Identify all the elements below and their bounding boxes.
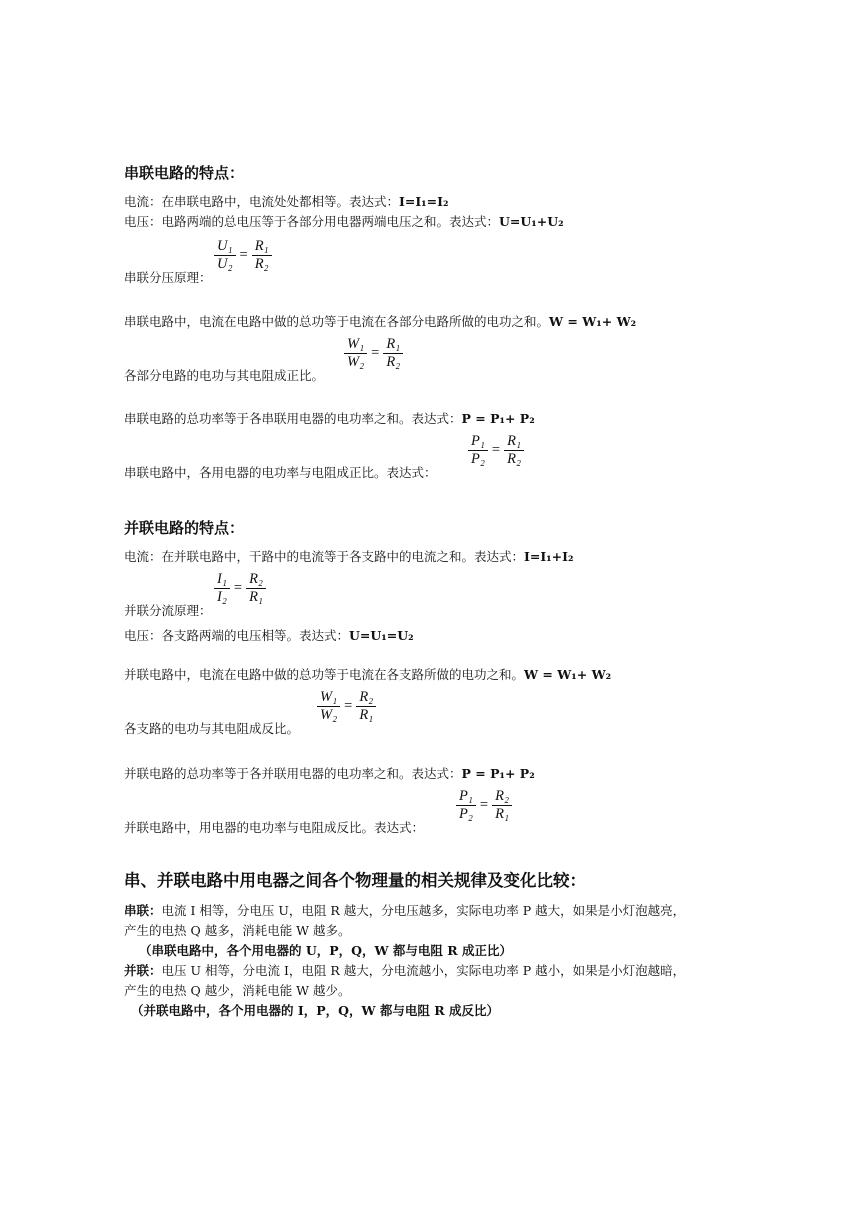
numerator: P₁: [471, 433, 485, 449]
parallel-voltage-text: 电压：各支路两端的电压相等。表达式：: [124, 628, 350, 643]
fraction: [214, 238, 236, 273]
fraction: [383, 336, 403, 371]
parallel-work-ratio-formula: $\frac{\text{W₁}}{\text{W₂}}$ = $\frac{\text{R₂}}{\text{R₁}}$: [317, 689, 376, 724]
fraction: [214, 571, 230, 606]
numerator: U₁: [217, 238, 233, 254]
comparison-parallel-label: 并联：: [124, 963, 162, 978]
series-work-ratio-label: 各部分电路的电功与其电阻成正比。: [124, 368, 325, 383]
denominator: R₁: [495, 806, 509, 822]
parallel-voltage-line: [124, 628, 414, 644]
denominator: W₂: [347, 354, 365, 370]
series-divider-label: 串联分压原理：: [124, 270, 212, 285]
parallel-divider-formula: $\frac{\text{I₁}}{\text{I₂}}$ = $\frac{\text{R₂}}{\text{R₁}}$: [214, 571, 266, 606]
parallel-work-formula: W = W₁+ W₂: [524, 667, 612, 682]
series-current-text: 电流：在串联电路中，电流处处都相等。表达式：: [124, 194, 400, 209]
denominator: U₂: [217, 256, 233, 272]
fraction: [504, 433, 524, 468]
series-voltage-formula: U=U₁+U₂: [499, 214, 564, 229]
numerator: I₁: [217, 571, 227, 587]
numerator: P₁: [459, 788, 473, 804]
denominator: I₂: [217, 589, 227, 605]
parallel-power-ratio-formula: $\frac{\text{P₁}}{\text{P₂}}$ = $\frac{\text{R₂}}{\text{R₁}}$: [456, 788, 512, 823]
numerator: R₂: [359, 689, 374, 705]
numerator: R₁: [254, 238, 269, 254]
denominator: R₂: [254, 256, 269, 272]
fraction: [356, 689, 376, 724]
comparison-parallel-line1: [124, 963, 685, 979]
parallel-power-line: [124, 766, 535, 782]
comparison-series-line2: 产生的电热 Q 越多，消耗电能 W 越多。: [124, 923, 351, 938]
fraction: [468, 433, 488, 468]
parallel-heading: 并联电路的特点：: [124, 519, 245, 537]
comparison-series-label: 串联：: [124, 903, 162, 918]
series-current-formula: I=I₁=I₂: [399, 194, 449, 209]
fraction: [317, 689, 340, 724]
series-voltage-text: 电压：电路两端的总电压等于各部分用电器两端电压之和。表达式：: [124, 214, 500, 229]
parallel-work-line: [124, 667, 611, 683]
denominator: P₂: [459, 806, 473, 822]
series-power-formula: P = P₁+ P₂: [461, 411, 535, 426]
fraction: [456, 788, 476, 823]
fraction: [252, 238, 272, 273]
numerator: W₁: [320, 689, 338, 705]
fraction: [246, 571, 266, 606]
series-work-text: 串联电路中，电流在电路中做的总功等于电流在各部分电路所做的电功之和。: [124, 314, 550, 329]
comparison-series-text1: 电流 I 相等，分电压 U，电阻 R 越大，分电压越多，实际电功率 P 越大，如果是小灯泡越亮，: [161, 903, 686, 918]
numerator: R₂: [495, 788, 509, 804]
series-work-line: [124, 314, 636, 330]
parallel-work-text: 并联电路中，电流在电路中做的总功等于电流在各支路所做的电功之和。: [124, 667, 525, 682]
comparison-series-line1: [124, 903, 685, 919]
series-power-line: [124, 411, 535, 427]
parallel-current-line: [124, 549, 573, 565]
denominator: R₂: [386, 354, 401, 370]
parallel-power-ratio-label: 并联电路中，用电器的电功率与电阻成反比。表达式：: [124, 820, 425, 835]
comparison-parallel-text1: 电压 U 相等，分电流 I，电阻 R 越大，分电流越小，实际电功率 P 越小，如果是小灯泡越暗，: [161, 963, 686, 978]
numerator: R₂: [249, 571, 263, 587]
parallel-current-formula: I=I₁+I₂: [524, 549, 574, 564]
parallel-work-ratio-label: 各支路的电功与其电阻成反比。: [124, 721, 300, 736]
comparison-parallel-line2: 产生的电热 Q 越少，消耗电能 W 越少。: [124, 983, 351, 998]
parallel-power-text: 并联电路的总功率等于各并联用电器的电功率之和。表达式：: [124, 766, 462, 781]
series-work-ratio-formula: $\frac{\text{W₁}}{\text{W₂}}$ = $\frac{\text{R₁}}{\text{R₂}}$: [344, 336, 403, 371]
series-power-ratio-formula: $\frac{\text{P₁}}{\text{P₂}}$ = $\frac{\text{R₁}}{\text{R₂}}$: [468, 433, 524, 468]
numerator: R₁: [386, 336, 401, 352]
series-voltage-line: [124, 214, 564, 230]
parallel-power-formula: P = P₁+ P₂: [461, 766, 535, 781]
denominator: R₁: [359, 707, 374, 723]
comparison-parallel-note: （并联电路中，各个用电器的 I，P，Q，W 都与电阻 R 成反比）: [131, 1003, 499, 1018]
parallel-current-text: 电流：在并联电路中，干路中的电流等于各支路中的电流之和。表达式：: [124, 549, 525, 564]
series-current-line: [124, 194, 448, 210]
series-divider-formula: $\frac{\text{U₁}}{\text{U₂}}$ = $\frac{\text{R₁}}{\text{R₂}}$: [214, 238, 272, 273]
parallel-divider-label: 并联分流原理：: [124, 603, 212, 618]
denominator: W₂: [320, 707, 338, 723]
series-work-formula: W = W₁+ W₂: [549, 314, 637, 329]
series-power-text: 串联电路的总功率等于各串联用电器的电功率之和。表达式：: [124, 411, 462, 426]
numerator: R₁: [507, 433, 521, 449]
series-heading: 串联电路的特点：: [124, 164, 245, 182]
comparison-series-note: （串联电路中，各个用电器的 U，P，Q，W 都与电阻 R 成正比）: [139, 943, 513, 958]
denominator: P₂: [471, 451, 485, 467]
fraction: [492, 788, 512, 823]
fraction: [344, 336, 367, 371]
denominator: R₂: [507, 451, 521, 467]
series-power-ratio-label: 串联电路中，各用电器的电功率与电阻成正比。表达式：: [124, 465, 437, 480]
numerator: W₁: [347, 336, 365, 352]
parallel-voltage-formula: U=U₁=U₂: [349, 628, 414, 643]
denominator: R₁: [249, 589, 263, 605]
comparison-heading: 串、并联电路中用电器之间各个物理量的相关规律及变化比较：: [124, 871, 586, 890]
